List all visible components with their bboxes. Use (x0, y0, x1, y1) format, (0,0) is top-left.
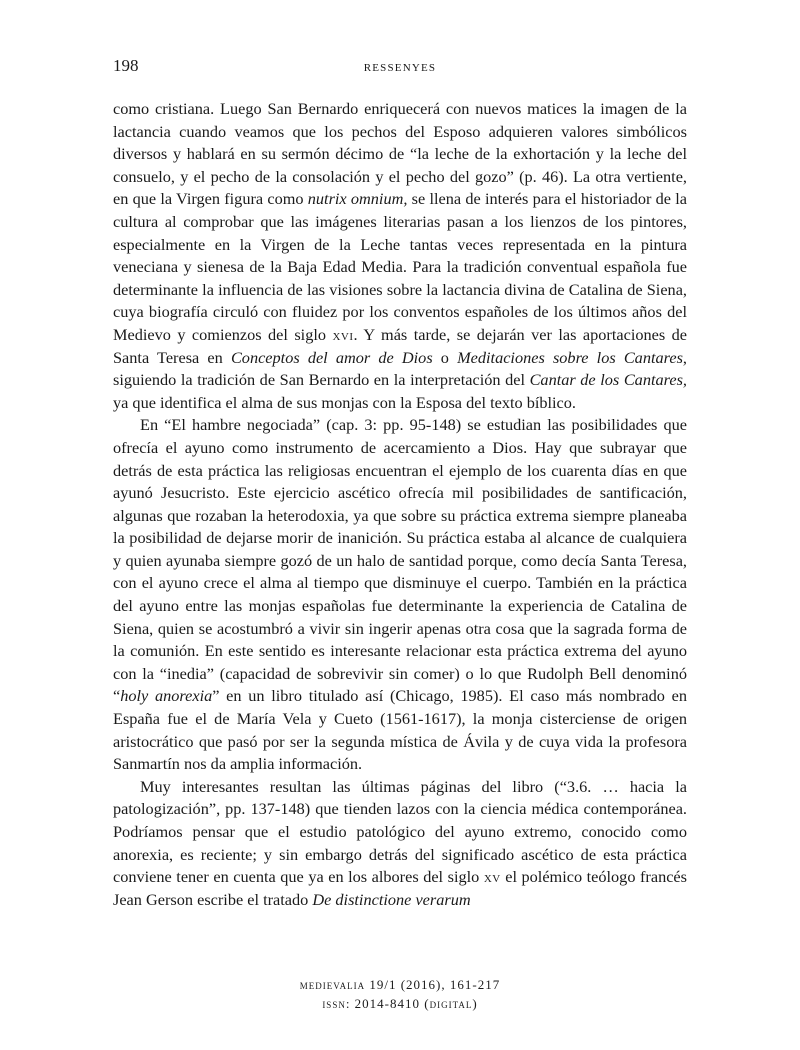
italic-text: Conceptos del amor de Dios (230, 347, 433, 367)
italic-text: nutrix omnium, (307, 189, 408, 209)
text-run: ” en un libro titulado así (Chicago, 1985). El caso más nombrado en España fue el de María Vela y Cueto (1561-1617), la monja cisterciense de origen aristocrático que pasó por ser la segunda mística de Ávila y de cuya vida la profesora Sanmartín nos da amplia información. (113, 686, 688, 774)
smallcaps-text: xv (483, 867, 501, 887)
paragraph (113, 776, 687, 912)
body-text (113, 98, 687, 911)
paragraph (113, 98, 687, 414)
text-run: Muy interesantes resultan las últimas páginas del libro (“3.6. … hacia la patologización”, pp. 137-148) que tienden lazos con la ciencia médica contemporánea. Podríamos pensar que el estudio patológico del ayuno extremo, conocido como anorexia, es reciente; y sin embargo detrás del significado ascético de esta práctica conviene tener en cuenta que ya en los albores del siglo (113, 776, 687, 887)
paragraph (113, 414, 687, 776)
footer-journal-line: medievalia 19/1 (2016), 161-217 (299, 977, 501, 992)
footer-issn-line: issn: 2014-8410 (digital) (322, 996, 478, 1011)
page-number: 198 (113, 56, 139, 75)
footer (0, 975, 800, 1013)
italic-text: Meditaciones sobre los Cantares (457, 347, 683, 367)
text-run: ya que identifica el alma de sus monjas con la Esposa del texto bíblico. (113, 392, 576, 412)
smallcaps-text: xvi (332, 324, 354, 344)
italic-text: De distinctione verarum (312, 889, 471, 909)
italic-text: holy anorexia (120, 686, 213, 706)
text-run: el polémico teólogo francés Jean Gerson escribe el tratado (113, 867, 687, 909)
text-run: , siguiendo la tradición de San Bernardo en la interpretación del (113, 347, 687, 390)
text-run: o (432, 347, 458, 367)
text-run: . Y más tarde, se dejarán ver las aportaciones de Santa Teresa en (113, 324, 688, 367)
text-run: En “El hambre negociada” (cap. 3: pp. 95-148) se estudian las posibilidades que ofrecía el ayuno como instrumento de acercamiento a Dios. Hay que subrayar que detrás de esta práctica las religiosas encuentran el ejemplo de los cuarenta días en que ayunó Jesucristo. Este ejercicio ascético ofrecía mil posibilidades de santificación, algunas que rozaban la heterodoxia, ya que sobre su práctica extrema siempre planeaba la posibilidad de dejarse morir de inanición. Su práctica estaba al alcance de cualquiera y quien ayunaba siempre gozó de un halo de santidad porque, como decía Santa Teresa, con el ayuno crece el alma al tiempo que disminuye el cuerpo. También en la práctica del ayuno entre las monjas españolas fue determinante la experiencia de Catalina de Siena, quien se acostumbró a vivir sin ingerir apenas otra cosa que la sagrada forma de la comunión. En este sentido es interesante relacionar esta práctica extrema del ayuno con la “inedia” (capacidad de sobrevivir sin comer) o lo que Rudolph Bell denominó “ (113, 415, 687, 706)
running-head: RESSENYES (363, 62, 437, 74)
italic-text: Cantar de los Cantares, (529, 370, 687, 390)
text-run: como cristiana. Luego San Bernardo enriquecerá con nuevos matices la imagen de la lactancia cuando veamos que los pechos del Esposo adquieren valores simbólicos diversos y hablará en su sermón décimo de “la leche de la exhortación y la leche del consuelo, y el pecho de la consolación y el pecho del gozo” (p. 46). La otra vertiente, en que la Virgen figura como (113, 99, 687, 209)
text-run: se llena de interés para el historiador de la cultura al comprobar que las imágenes literarias pasan a los lienzos de los pintores, especialmente en la Virgen de la Leche tantas veces representada en la pintura veneciana y sienesa de la Baja Edad Media. Para la tradición conventual española fue determinante la influencia de las visiones sobre la lactancia divina de Catalina de Siena, cuya biografía circuló con fluidez por los conventos españoles de los últimos años del Medievo y comienzos del siglo (113, 189, 687, 344)
